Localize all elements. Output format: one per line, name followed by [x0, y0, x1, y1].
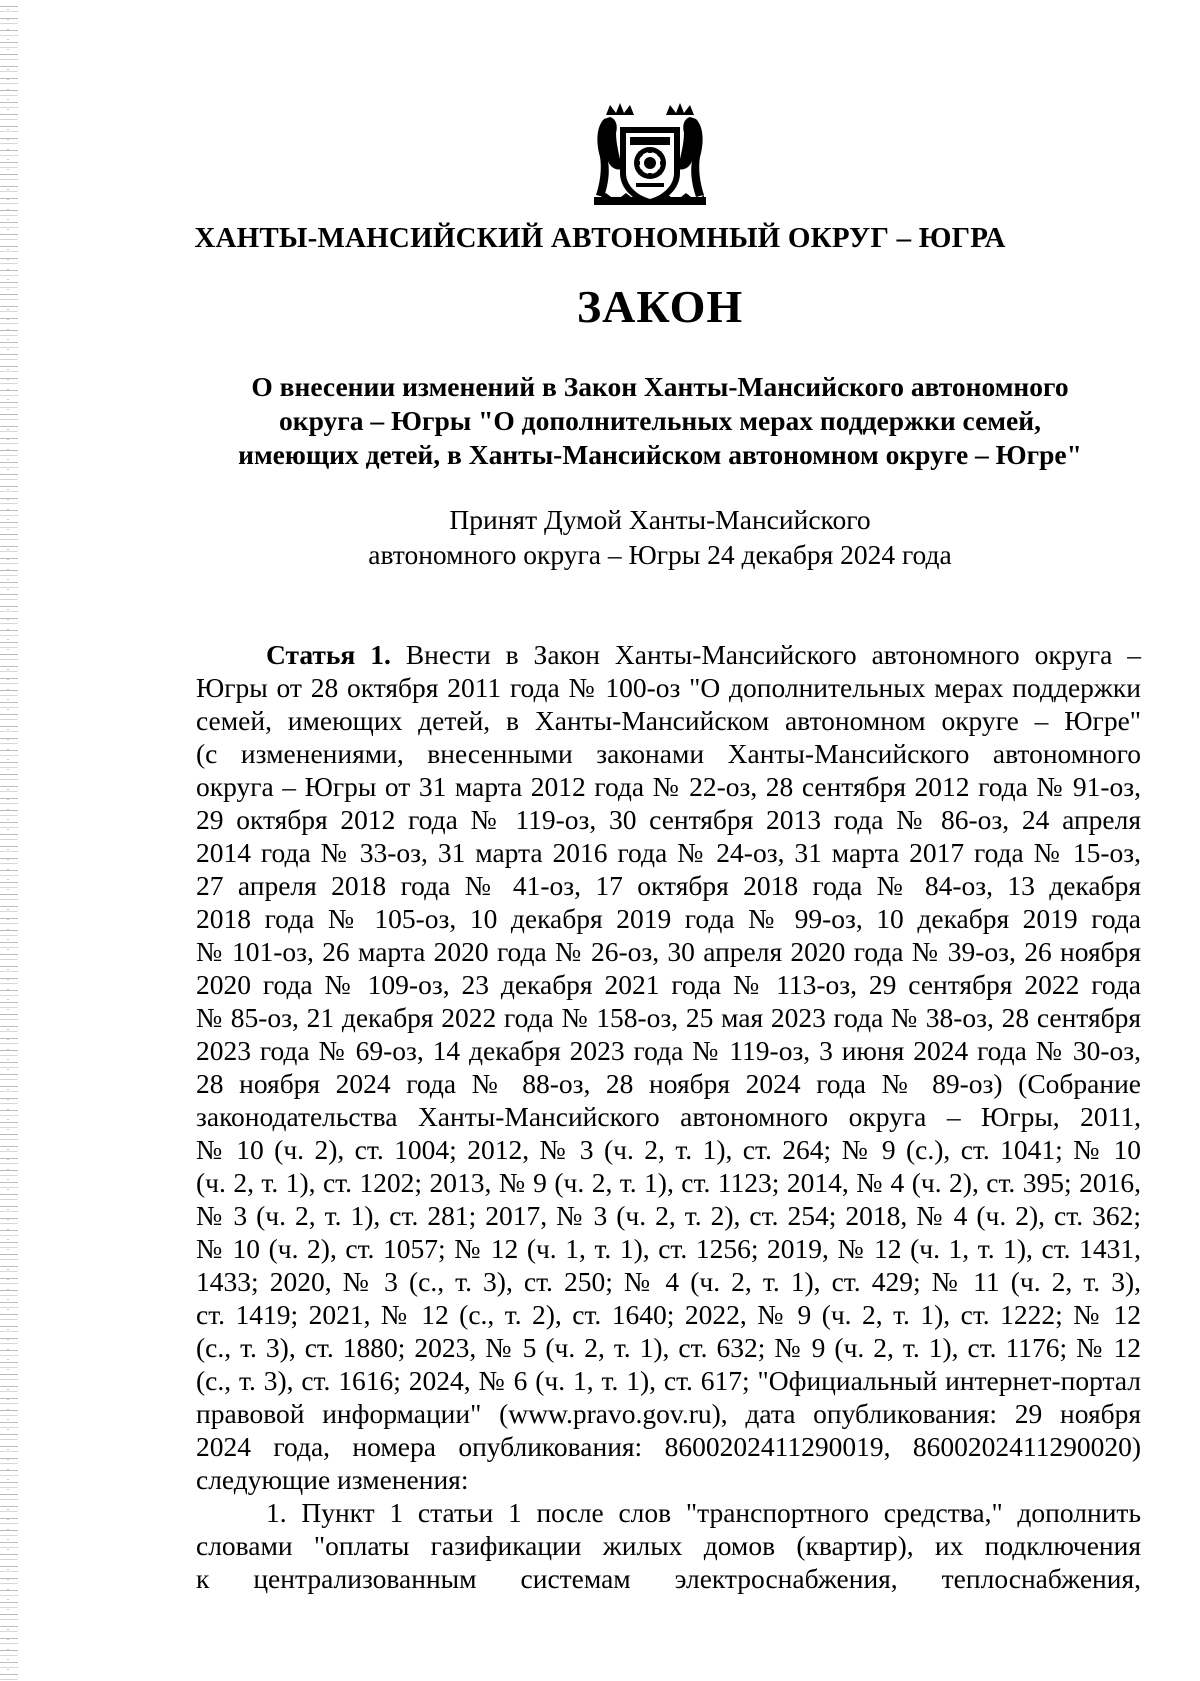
article-line: (с., т. 3), ст. 1616; 2024, № 6 (ч. 1, т. 1), ст. 617; "Официальный интернет-портал [196, 1365, 1141, 1396]
article-line: № 85-оз, 21 декабря 2022 года № 158-оз, 25 мая 2023 года № 38-оз, 28 сентября [196, 1002, 1141, 1033]
article-line: 2023 года № 69-оз, 14 декабря 2023 года № 119-оз, 3 июня 2024 года № 30-оз, [196, 1035, 1141, 1066]
article-line: 27 апреля 2018 года № 41-оз, 17 октября 2018 года № 84-оз, 13 декабря [196, 870, 1141, 901]
coat-of-arms-emblem [586, 97, 714, 209]
item-1-line: словами "оплаты газификации жилых домов (квартир), их подключения [196, 1530, 1141, 1561]
article-line: законодательства Ханты-Мансийского автономного округа – Югры, 2011, [196, 1101, 1141, 1132]
article-line: № 10 (ч. 2), ст. 1057; № 12 (ч. 1, т. 1), ст. 1256; 2019, № 12 (ч. 1, т. 1), ст. 1431, [196, 1233, 1141, 1264]
adoption-note [0, 502, 1200, 572]
article-line: 2014 года № 33-оз, 31 марта 2016 года № 24-оз, 31 марта 2017 года № 15-оз, [196, 837, 1141, 868]
article-line: № 3 (ч. 2, т. 1), ст. 281; 2017, № 3 (ч. 2, т. 2), ст. 254; 2018, № 4 (ч. 2), ст. 362; [196, 1200, 1141, 1231]
article-line: 29 октября 2012 года № 119-оз, 30 сентября 2013 года № 86-оз, 24 апреля [196, 804, 1141, 835]
article-body [196, 638, 1141, 1595]
article-line: 2020 года № 109-оз, 23 декабря 2021 года № 113-оз, 29 сентября 2022 года [196, 969, 1141, 1000]
article-line: (с изменениями, внесенными законами Ханты-Мансийского автономного [196, 738, 1141, 769]
article-line: (ч. 2, т. 1), ст. 1202; 2013, № 9 (ч. 2, т. 1), ст. 1123; 2014, № 4 (ч. 2), ст. 395; 2016, [196, 1167, 1141, 1198]
article-line: правовой информации" (www.pravo.gov.ru), дата опубликования: 29 ноября [196, 1398, 1141, 1429]
region-heading: ХАНТЫ-МАНСИЙСКИЙ АВТОНОМНЫЙ ОКРУГ – ЮГРА [194, 222, 1006, 254]
article-line: округа – Югры от 31 марта 2012 года № 22-оз, 28 сентября 2012 года № 91-оз, [196, 771, 1141, 802]
document-type-heading: ЗАКОН [576, 281, 744, 332]
article-line: 28 ноября 2024 года № 88-оз, 28 ноября 2024 года № 89-оз) (Собрание [196, 1068, 1141, 1099]
article-text: Внести в Закон Ханты-Мансийского автономного округа – [390, 639, 1141, 670]
article-line: (с., т. 3), ст. 1880; 2023, № 5 (ч. 2, т. 1), ст. 632; № 9 (ч. 2, т. 1), ст. 1176; № 12 [196, 1332, 1141, 1363]
article-line: Югры от 28 октября 2011 года № 100-оз "О дополнительных мерах поддержки [196, 672, 1141, 703]
article-line: № 10 (ч. 2), ст. 1004; 2012, № 3 (ч. 2, т. 1), ст. 264; № 9 (с.), ст. 1041; № 10 [196, 1134, 1141, 1165]
article-line: семей, имеющих детей, в Ханты-Мансийском автономном округе – Югре" [196, 705, 1141, 736]
adoption-line: Принят Думой Ханты-Мансийского [449, 504, 871, 535]
article-line: 1433; 2020, № 3 (с., т. 3), ст. 250; № 4 (ч. 2, т. 1), ст. 429; № 11 (ч. 2, т. 3), [196, 1266, 1141, 1297]
article-line: следующие изменения: [196, 1464, 469, 1495]
article-first-line [196, 638, 1141, 671]
article-line: № 101-оз, 26 марта 2020 года № 26-оз, 30 апреля 2020 года № 39-оз, 26 ноября [196, 936, 1141, 967]
item-1-first-line: 1. Пункт 1 статьи 1 после слов "транспортного средства," дополнить [266, 1497, 1141, 1528]
document-title [0, 370, 1200, 472]
title-line: округа – Югры "О дополнительных мерах поддержки семей, [279, 405, 1041, 436]
article-label: Статья 1. [266, 639, 391, 670]
adoption-line: автономного округа – Югры 24 декабря 2024 года [368, 539, 952, 570]
title-line: О внесении изменений в Закон Ханты-Мансийского автономного [251, 371, 1069, 402]
title-line: имеющих детей, в Ханты-Мансийском автономном округе – Югре" [238, 439, 1082, 470]
item-1-line: к централизованным системам электроснабжения, теплоснабжения, [196, 1563, 1141, 1594]
article-line: 2018 года № 105-оз, 10 декабря 2019 года № 99-оз, 10 декабря 2019 года [196, 903, 1141, 934]
article-line: ст. 1419; 2021, № 12 (с., т. 2), ст. 1640; 2022, № 9 (ч. 2, т. 1), ст. 1222; № 12 [196, 1299, 1141, 1330]
article-line: 2024 года, номера опубликования: 8600202411290019, 8600202411290020) [196, 1431, 1141, 1462]
